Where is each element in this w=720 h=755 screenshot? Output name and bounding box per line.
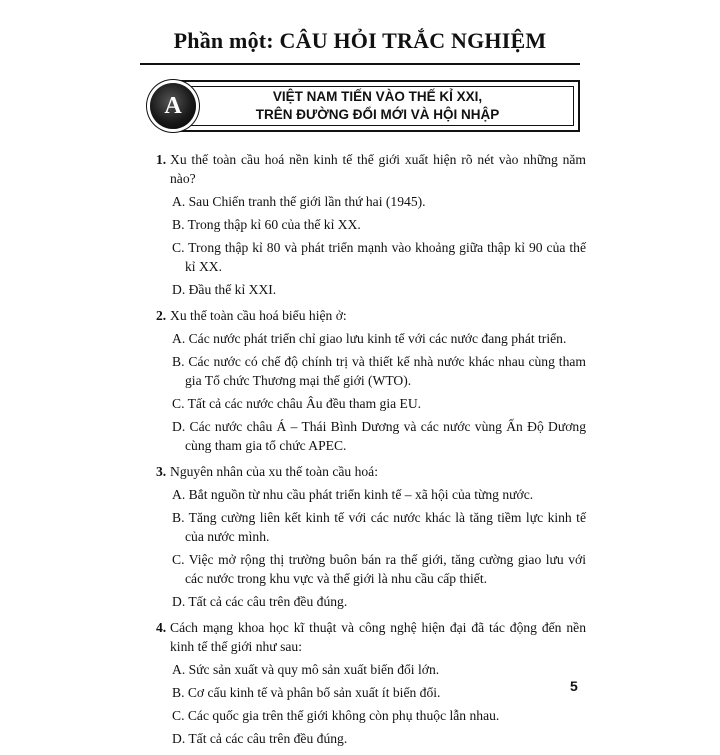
answer-option-a: A. Bắt nguồn từ nhu cầu phát triển kinh tế – xã hội của từng nước.: [172, 487, 534, 502]
answer-option-b: B. Các nước có chế độ chính trị và thiết kế nhà nước khác nhau cùng tham gia Tổ chức Thương mại thế giới (WTO).: [172, 354, 586, 388]
question-4: [156, 618, 586, 748]
answer-option-d: D. Các nước châu Á – Thái Bình Dương và các nước vùng Ấn Độ Dương cùng tham gia tổ chức APEC.: [172, 419, 586, 453]
answer-option-c: C. Tất cả các nước châu Âu đều tham gia EU.: [172, 396, 422, 411]
question-number: 3.: [156, 464, 167, 479]
answer-option-b: B. Trong thập kỉ 60 của thế kỉ XX.: [172, 217, 361, 232]
answer-option-a: A. Các nước phát triển chỉ giao lưu kinh tế với các nước đang phát triển.: [172, 331, 567, 346]
question-stem: [156, 306, 586, 325]
answer-option-d: D. Đầu thế kỉ XXI.: [172, 282, 277, 297]
section-heading-box: [175, 80, 580, 132]
question-text: Nguyên nhân của xu thế toàn cầu hoá:: [170, 464, 378, 479]
answer-option-c: C. Trong thập kỉ 80 và phát triển mạnh vào khoảng giữa thập kỉ 90 của thế kỉ XX.: [172, 240, 586, 274]
answer-option-b: B. Tăng cường liên kết kinh tế với các nước khác là tăng tiềm lực kinh tế của nước mình.: [172, 510, 586, 544]
section-heading-line-1: VIỆT NAM TIẾN VÀO THẾ KỈ XXI,: [272, 89, 483, 104]
answer-option-d: D. Tất cả các câu trên đều đúng.: [172, 731, 348, 746]
answer-option-a: A. Sau Chiến tranh thế giới lần thứ hai (1945).: [172, 194, 426, 209]
question-2: [156, 306, 586, 455]
question-3: [156, 462, 586, 611]
section-heading-line-2: TRÊN ĐƯỜNG ĐỔI MỚI VÀ HỘI NHẬP: [255, 107, 500, 122]
answer-option-b: B. Cơ cấu kinh tế và phân bố sản xuất ít biến đổi.: [172, 685, 441, 700]
title-underline: [140, 63, 580, 65]
question-stem: [156, 618, 586, 656]
question-list: [156, 150, 586, 755]
section-letter-badge: A: [150, 83, 196, 129]
question-stem: [156, 462, 586, 481]
question-number: 2.: [156, 308, 167, 323]
question-text: Xu thế toàn cầu hoá biểu hiện ở:: [170, 308, 347, 323]
question-text: Cách mạng khoa học kĩ thuật và công nghệ hiện đại đã tác động đến nền kinh tế thế giới như sau:: [170, 620, 586, 654]
answer-option-d: D. Tất cả các câu trên đều đúng.: [172, 594, 348, 609]
page-title: Phần một: CÂU HỎI TRẮC NGHIỆM: [173, 28, 547, 53]
question-text: Xu thế toàn cầu hoá nền kinh tế thế giới xuất hiện rõ nét vào những năm nào?: [170, 152, 586, 186]
section-heading: [177, 88, 578, 124]
question-stem: [156, 150, 586, 188]
answer-option-c: C. Các quốc gia trên thế giới không còn phụ thuộc lẫn nhau.: [172, 708, 500, 723]
page-number: 5: [570, 678, 578, 694]
question-number: 1.: [156, 152, 167, 167]
question-number: 4.: [156, 620, 167, 635]
answer-option-c: C. Việc mở rộng thị trường buôn bán ra thế giới, tăng cường giao lưu với các nước trong khu vực và thế giới là nhu cầu cấp thiết.: [172, 552, 586, 586]
answer-option-a: A. Sức sản xuất và quy mô sản xuất biến đổi lớn.: [172, 662, 440, 677]
question-1: [156, 150, 586, 299]
